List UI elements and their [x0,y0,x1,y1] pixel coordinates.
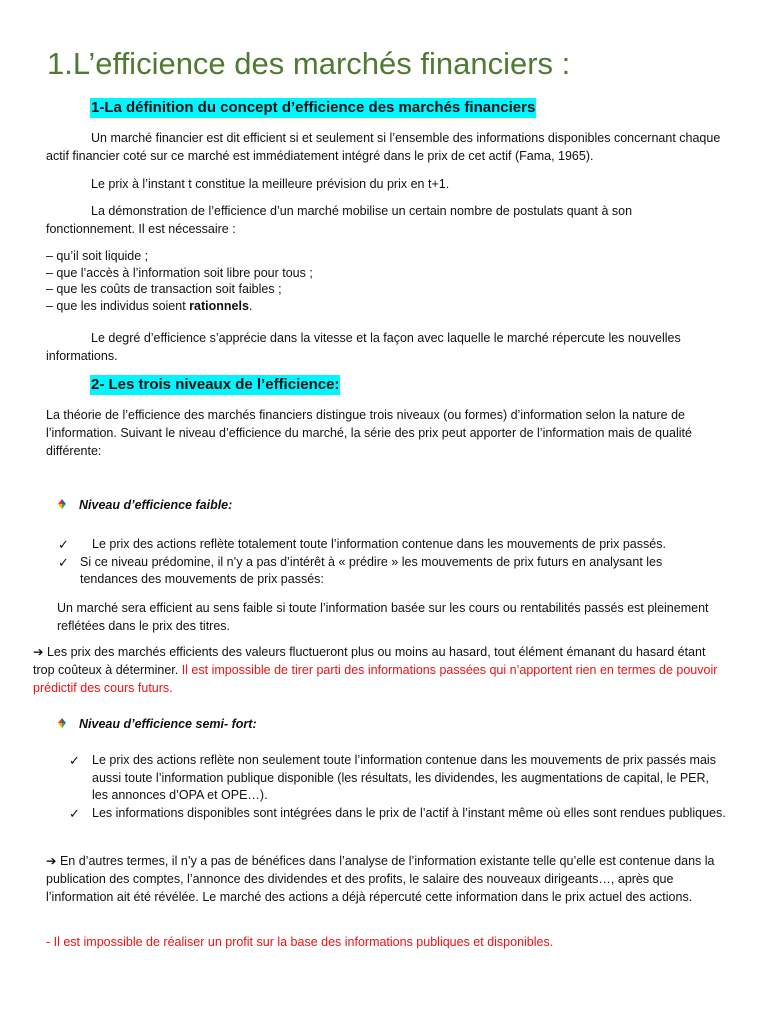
list-item-text: Le prix des actions reflète totalement toute l’information contenue dans les mouvements de prix passés. [92,537,666,551]
list-item [46,298,721,315]
weak-conclusion-text: Les prix des marchés efficients des valeurs fluctueront plus ou moins au hasard, tout élément émanant du hasard étant trop coûteux à déterminer. [33,645,706,677]
semi-level-label: Niveau d’efficience semi- fort: [79,717,257,731]
section1-heading: 1-La définition du concept d’efficience des marchés financiers [91,99,536,116]
section1-paragraph-4: Le degré d’efficience s’apprécie dans la vitesse et la façon avec laquelle le marché répercute les nouvelles informations. [46,331,681,363]
section1-paragraph-3: La démonstration de l’efficience d’un marché mobilise un certain nombre de postulats quant à son fonctionnement. Il est nécessaire : [46,204,633,236]
semi-paragraph [46,852,721,906]
list-item-text: Si ce niveau prédomine, il n’y a pas d’intérêt à « prédire » les mouvements de prix futurs en analysant les tendances des mouvements de prix passés: [80,554,663,586]
list-item [69,805,727,823]
list-item [69,752,727,805]
check-icon: ✓ [58,537,69,552]
section1-paragraph-2: Le prix à l’instant t constitue la meilleure prévision du prix en t+1. [91,177,450,191]
list-item [58,554,723,589]
check-icon: ✓ [69,753,80,768]
check-icon: ✓ [58,554,69,570]
weak-paragraph: Un marché sera efficient au sens faible si toute l’information basée sur les cours ou rentabilités passés est pleinement reflétées dans le prix des titres. [57,601,709,633]
list-item-text: Les informations disponibles sont intégrées dans le prix de l’actif à l’instant même où elles sont rendues publiques. [92,805,726,820]
weak-conclusion-emphasis: Il est impossible de tirer parti des informations passées qui n’apportent rien en termes de pouvoir prédictif des cours futurs. [33,663,718,695]
list-item: – qu’il soit liquide ; [46,249,149,263]
arrow-right-icon: ➔ [46,854,57,868]
bold-word: rationnels [189,298,249,313]
list-item-text: Le prix des actions reflète non seulement toute l’information contenue dans les mouvements de prix passés mais aussi toute l’information publique disponible (les résultats, les dividendes, les augmentations de capital, le PER, les annonces d’OPA et OPE…). [92,753,716,802]
weak-level-label: Niveau d’efficience faible: [79,498,233,512]
diamond-bullet-icon [58,499,66,509]
list-item: – que les coûts de transaction soit faibles ; [46,282,282,296]
postulates-list [46,248,721,314]
diamond-bullet-icon [58,718,66,728]
semi-conclusion-emphasis: - Il est impossible de réaliser un profit sur la base des informations publiques et disponibles. [46,935,554,949]
semi-paragraph-text: En d’autres termes, il n’y a pas de bénéfices dans l’analyse de l’information existante telle qu’elle est contenue dans la publication des comptes, l’annonce des dividendes et des profits, le salaire des nouveaux dirigeants…, après que l’information ait été révélée. Le marché des actions a déjà répercuté cette information dans le prix actuel des actions. [46,854,715,904]
section2-intro: La théorie de l’efficience des marchés financiers distingue trois niveaux (ou formes) d’information selon la nature de l’information. Suivant le niveau d’efficience du marché, la série des prix peut apporter de l’information mais de qualité différente: [46,408,692,458]
arrow-right-icon: ➔ [33,645,44,659]
list-item-end: . [248,298,253,313]
section2-heading: 2- Les trois niveaux de l’efficience: [91,376,340,393]
semi-checklist [69,752,727,822]
list-item [58,536,723,554]
check-icon: ✓ [69,805,80,821]
weak-checklist [58,536,723,589]
weak-conclusion [33,643,728,697]
section1-paragraph-1: Un marché financier est dit efficient si et seulement si l’ensemble des informations disponibles concernant chaque actif financier coté sur ce marché est immédiatement intégré dans le prix de cet actif (Fama, 1965). [46,131,721,163]
page-title: 1.L’efficience des marchés financiers : [47,46,571,81]
list-item: – que l’accès à l’information soit libre pour tous ; [46,265,313,280]
list-item-text: – que les individus soient [46,298,190,313]
